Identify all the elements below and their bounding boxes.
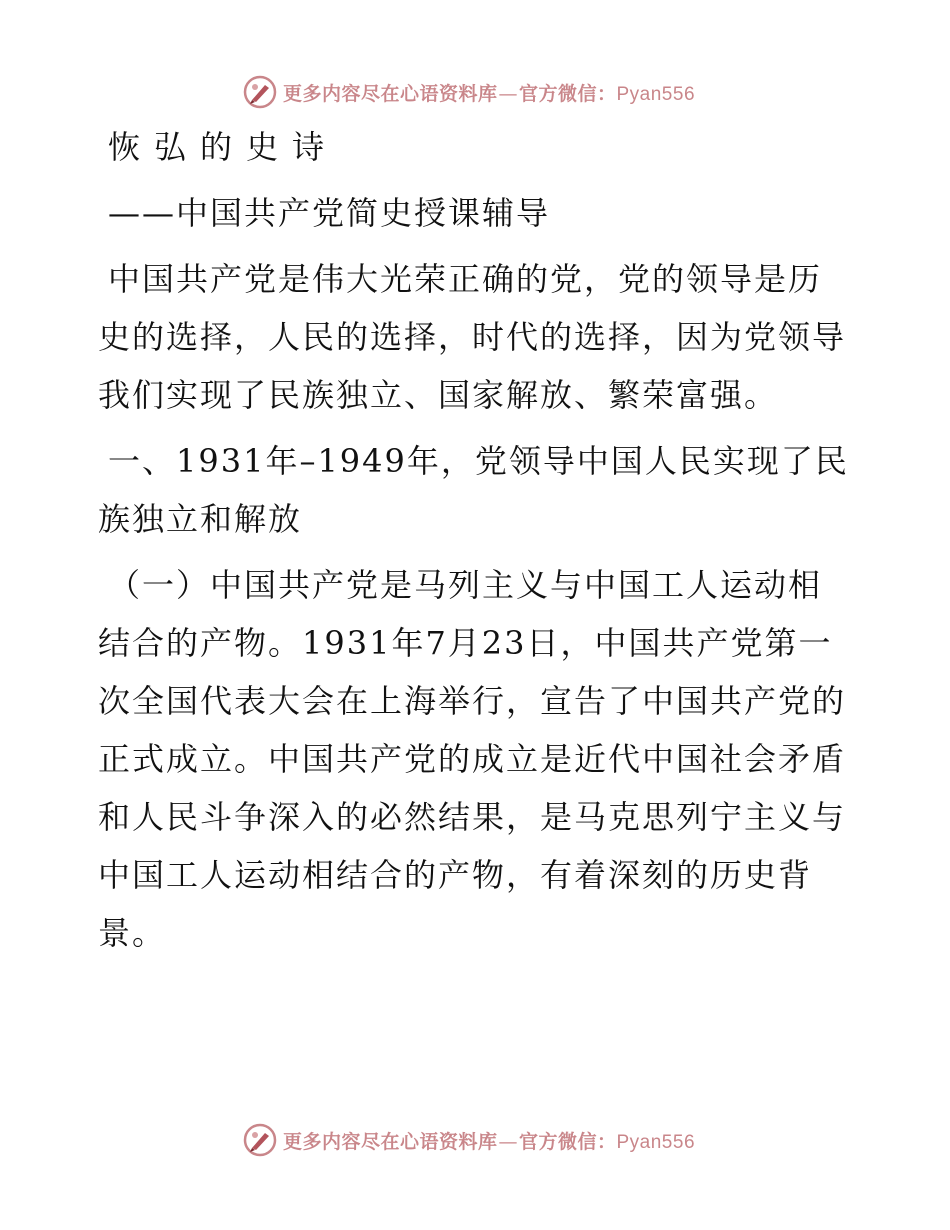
banner-wechat-id: Pyan556 bbox=[616, 1131, 696, 1153]
banner-separator: — bbox=[498, 1130, 518, 1153]
banner-official-text: 官方微信： bbox=[518, 1130, 617, 1153]
pen-logo-icon bbox=[243, 75, 277, 109]
intro-paragraph bbox=[98, 250, 858, 424]
document-subtitle: ——中国共产党简史授课辅导 bbox=[108, 194, 551, 232]
section-heading-1 bbox=[98, 432, 858, 548]
banner-separator: — bbox=[498, 82, 518, 105]
banner-wechat-id: Pyan556 bbox=[616, 83, 696, 105]
pen-logo-icon bbox=[243, 1123, 277, 1157]
paragraph-line: 次全国代表大会在上海举行，宣告了中国共产党的 bbox=[98, 682, 847, 720]
banner-main-text: 更多内容尽在心语资料库 bbox=[282, 1130, 498, 1153]
subsection-paragraph-1 bbox=[98, 556, 858, 962]
paragraph-line: 和人民斗争深入的必然结果，是马克思列宁主义与 bbox=[98, 798, 847, 836]
paragraph-line: 景。 bbox=[98, 914, 167, 952]
paragraph-line: （一）中国共产党是马列主义与中国工人运动相 bbox=[108, 566, 823, 604]
paragraph-line: 中国共产党是伟大光荣正确的党，党的领导是历 bbox=[108, 260, 823, 298]
footer-banner-content bbox=[243, 1123, 695, 1157]
paragraph-line: 我们实现了民族独立、国家解放、繁荣富强。 bbox=[98, 376, 779, 414]
banner-main-text: 更多内容尽在心语资料库 bbox=[282, 82, 498, 105]
banner-text bbox=[283, 79, 695, 106]
header-banner-content bbox=[243, 75, 695, 109]
paragraph-line: 正式成立。中国共产党的成立是近代中国社会矛盾 bbox=[98, 740, 847, 778]
banner-text bbox=[283, 1127, 695, 1154]
heading-line: 族独立和解放 bbox=[98, 500, 303, 538]
paragraph-line: 中国工人运动相结合的产物，有着深刻的历史背 bbox=[98, 856, 813, 894]
header-banner bbox=[0, 70, 950, 114]
banner-official-text: 官方微信： bbox=[518, 82, 617, 105]
paragraph-line: 史的选择，人民的选择，时代的选择，因为党领导 bbox=[98, 318, 847, 356]
footer-banner bbox=[0, 1118, 950, 1162]
document-title: 恢弘的史诗 bbox=[108, 128, 339, 166]
document-body bbox=[98, 118, 858, 962]
paragraph-line: 结合的产物。1931年7月23日，中国共产党第一 bbox=[98, 624, 833, 662]
heading-line: 一、1931年–1949年，党领导中国人民实现了民 bbox=[108, 442, 849, 480]
